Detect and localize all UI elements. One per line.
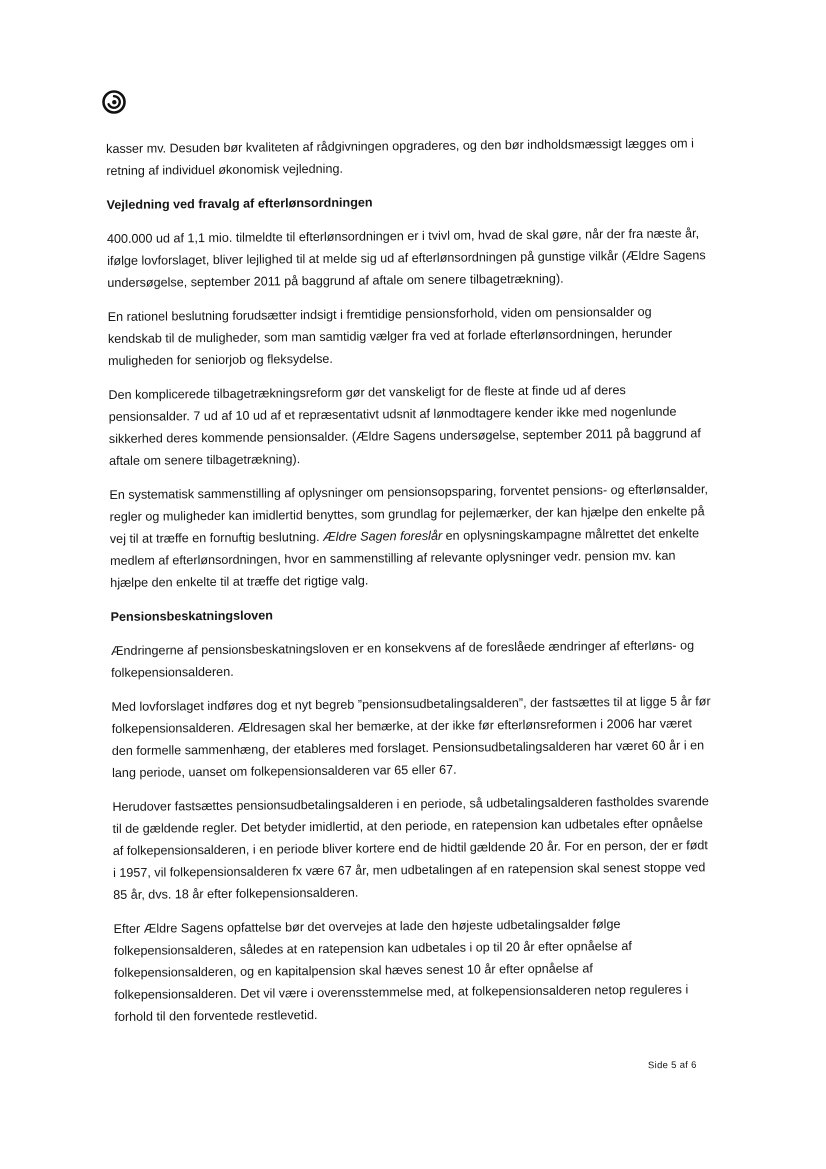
paragraph: 400.000 ud af 1,1 mio. tilmeldte til efterlønsordningen er i tvivl om, hvad de skal gøre, når der fra næste år, ifølge lovforslaget, bliver lejlighed til at melde sig ud af efterlønsordningen på gunstige vilkår (Ældre Sagens undersøgelse, september 2011 på baggrund af aftale om senere tilbagetrækning).: [106, 226, 706, 290]
emphasis-text: Ældre Sagen foreslår: [323, 528, 443, 544]
section-heading-efterloen: Vejledning ved fravalg af efterlønsordningen: [106, 195, 373, 212]
paragraph: Med lovforslaget indføres dog et nyt begreb ”pensionsudbetalingsalderen”, der fastsættes til at ligge 5 år før folkepensionsalderen. Ældresagen skal her bemærke, at der ikke før efterlønsreformen i 2006 har været den formelle sammenhæng, der etableres med forslaget. Pensionsudbetalingsalderen har været 60 år i en lang periode, uanset om folkepensionsalderen var 65 eller 67.: [111, 694, 711, 780]
paragraph: Herudover fastsættes pensionsudbetalingsalderen i en periode, så udbetalingsalderen fastholdes svarende til de gældende regler. Det betyder imidlertid, at den periode, en ratepension kan udbetales efter opnåelse af folkepensionsalderen, i en periode bliver kortere end de hidtil gældende 20 år. For en person, der er født i 1957, vil folkepensionsalderen fx være 67 år, men udbetalingen af en ratepension skal senest stoppe ved 85 år, dvs. 18 år efter folkepensionsalderen.: [112, 794, 709, 902]
paragraph-text: en oplysningskampagne målrettet det enkelte medlem af efterlønsordningen, hvor en sammenstilling af relevante oplysninger vedr. pension mv. kan hjælpe den enkelte til at træffe det rigtige valg.: [109, 526, 700, 590]
paragraph: Den komplicerede tilbagetrækningsreform gør det vanskeligt for de fleste at finde ud af deres pensionsalder. 7 ud af 10 ud af et repræsentativt udsnit af lønmodtagere kender ikke med nogenlunde sikkerhed deres kommende pensionsalder. (Ældre Sagens undersøgelse, september 2011 på baggrund af aftale om senere tilbagetrækning).: [108, 383, 701, 468]
aeldresagen-spiral-logo-icon: [100, 88, 128, 116]
section-heading-pensionsbeskatning: Pensionsbeskatningsloven: [110, 608, 274, 624]
paragraph: En rationel beslutning forudsætter indsigt i fremtidige pensionsforhold, viden om pensionsalder og kendskab til de muligheder, som man samtidig vælger fra ved at forlade efterlønsordningen, herunder muligheden for seniorjob og fleksydelse.: [107, 304, 673, 368]
document-body: [106, 132, 715, 1040]
paragraph-text: En systematisk sammenstilling af oplysninger om pensionsopsparing, forventet pensions- og efterlønsalder, regler og muligheder kan imidlertid benyttes, som grundlag for pejlemærker, der kan hjælpe den enkelte på vej til at træffe en fornuftig beslutning.: [109, 482, 708, 546]
paragraph: Ændringerne af pensionsbeskatningsloven er en konsekvens af de foreslåede ændringer af efterløns- og folkepensionsalderen.: [110, 638, 695, 680]
paragraph-continuation: kasser mv. Desuden bør kvaliteten af rådgivningen opgraderes, og den bør indholdsmæssigt lægges om i retning af individuel økonomisk vejledning.: [106, 136, 694, 178]
page-number: Side 5 af 6: [647, 1059, 697, 1072]
paragraph: Efter Ældre Sagens opfattelse bør det overvejes at lade den højeste udbetalingsalder følge folkepensionsalderen, således at en ratepension kan udbetales i op til 20 år efter opnåelse af folkepensionsalderen, og en kapitalpension skal hæves senest 10 år efter opnåelse af folkepensionsalderen. Det vil være i overensstemmelse med, at folkepensionsalderen netop reguleres i forhold til den forventede restlevetid.: [113, 917, 689, 1024]
paragraph-with-emphasis: [109, 478, 710, 594]
